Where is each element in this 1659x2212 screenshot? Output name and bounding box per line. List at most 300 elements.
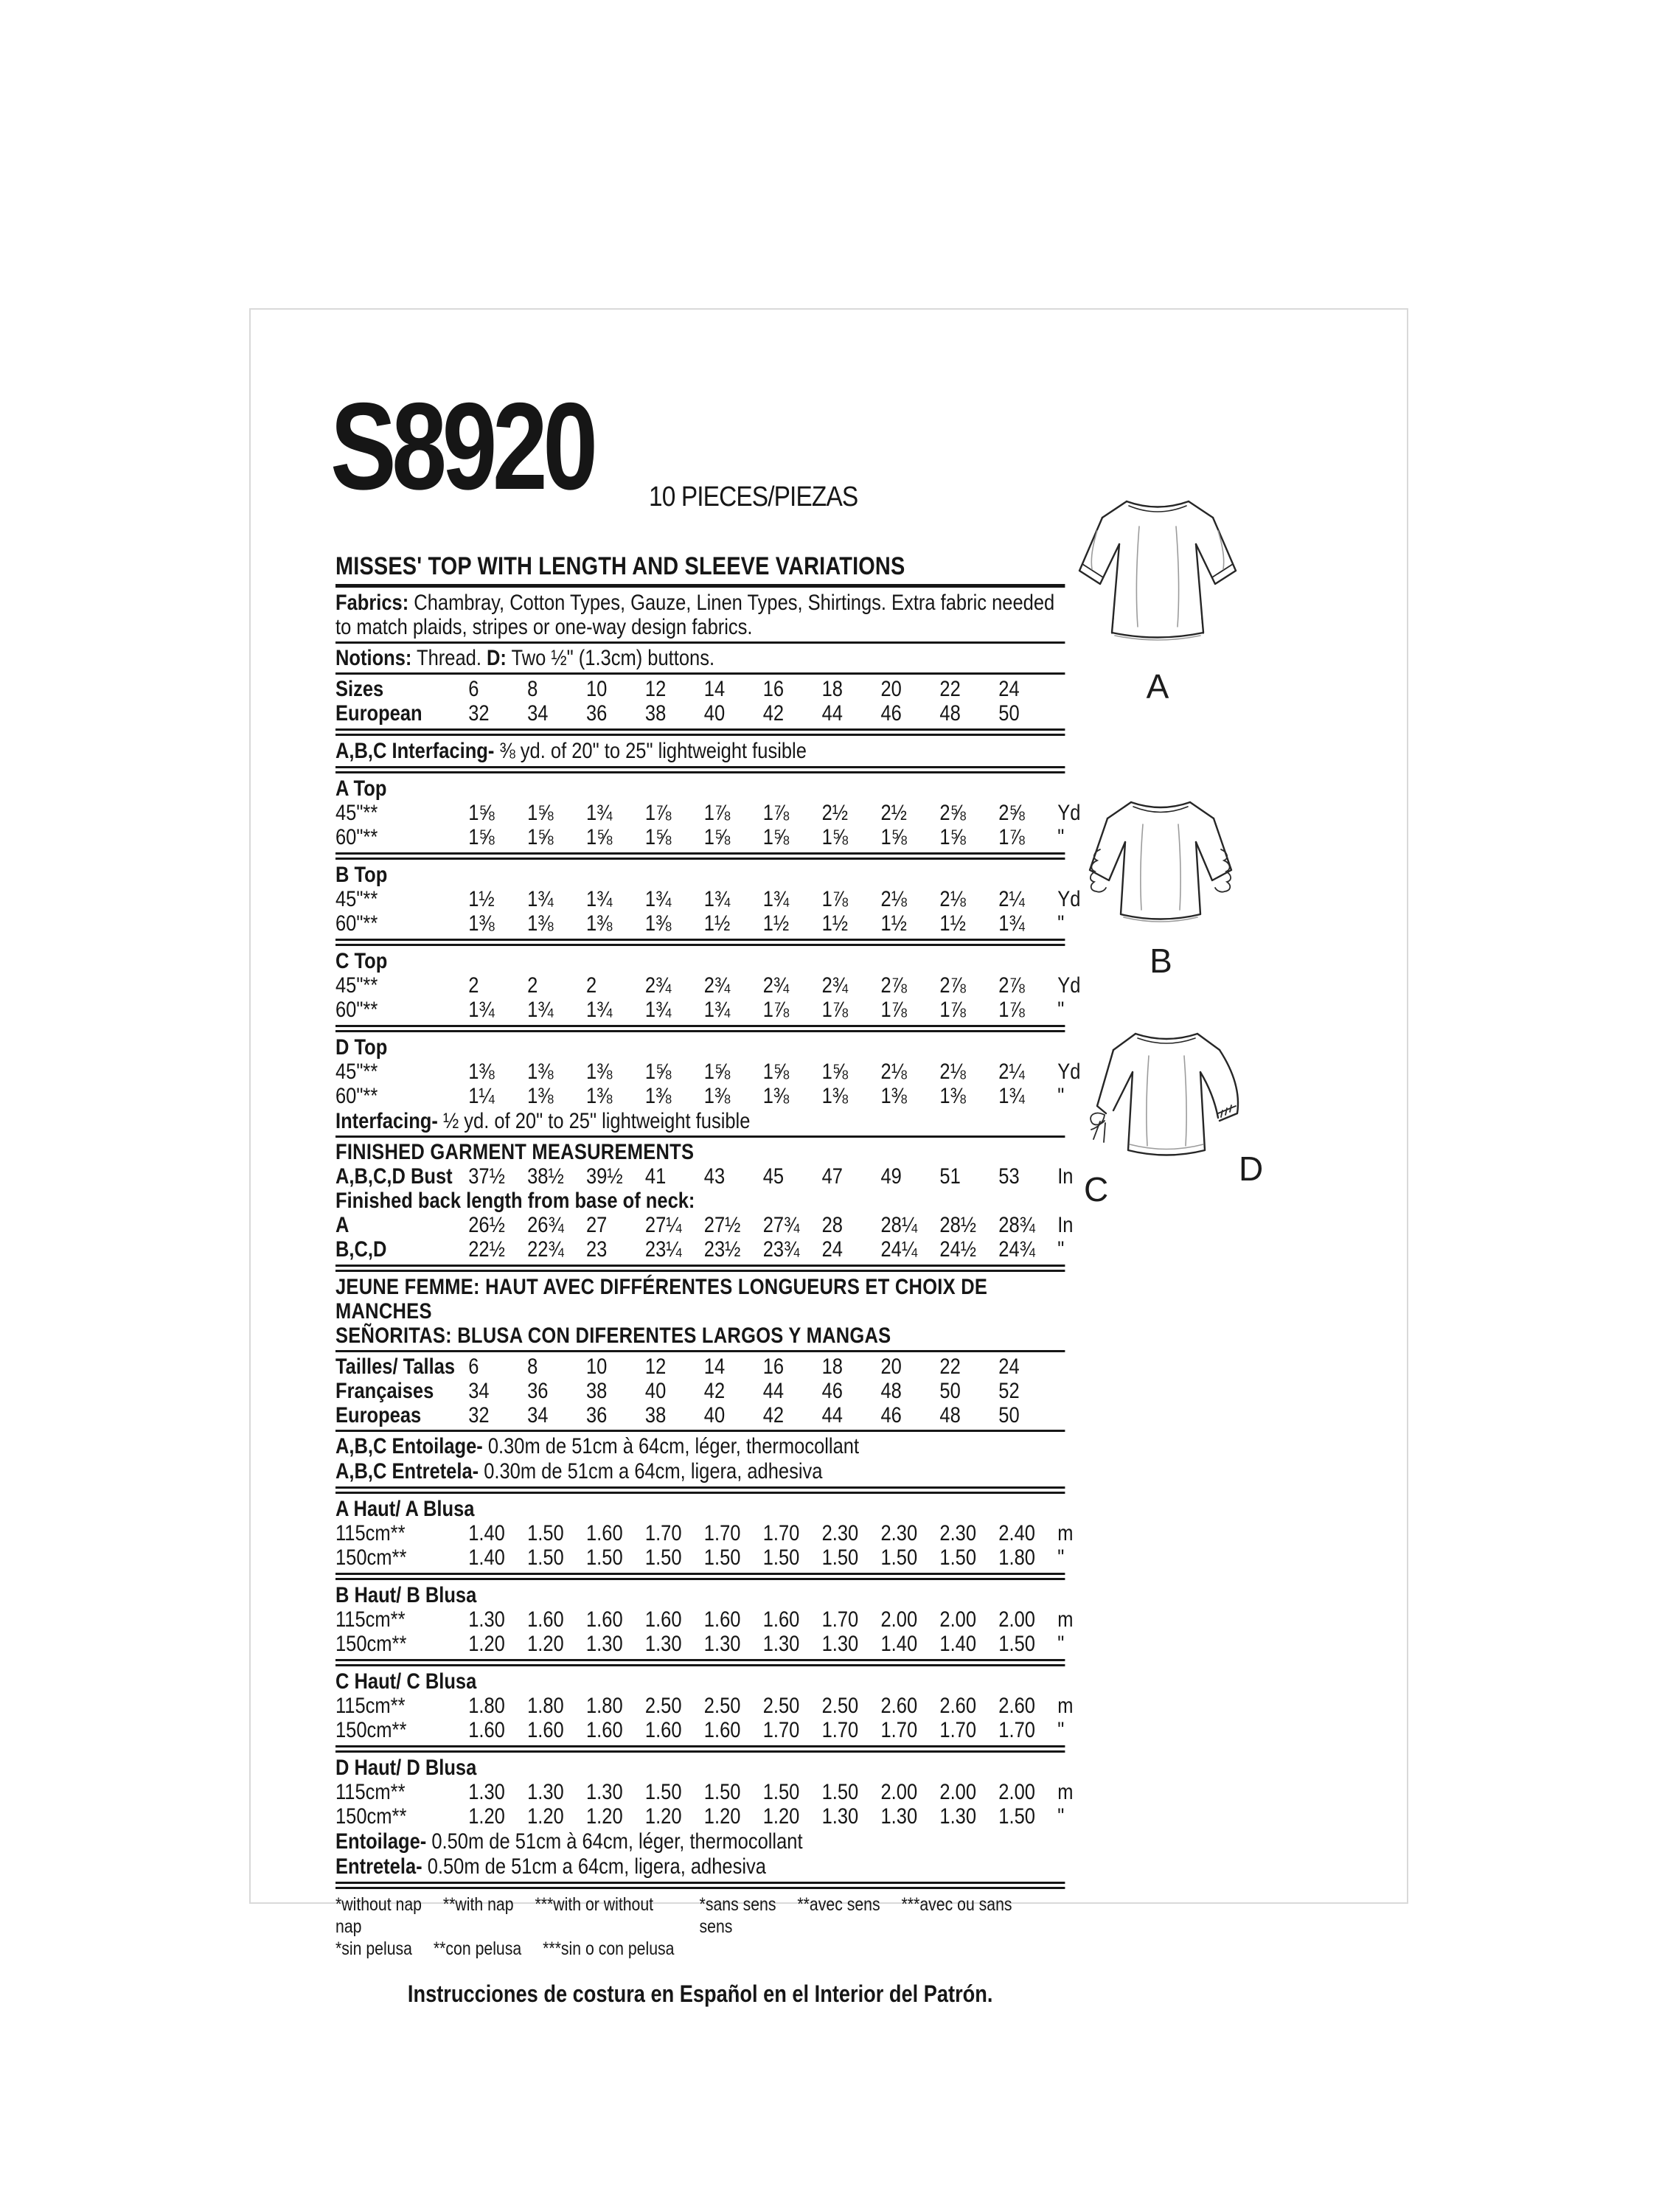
- entoilage-d-line: [335, 1829, 1065, 1854]
- cell-value: 52: [998, 1379, 1020, 1403]
- cell-value: 10: [586, 677, 608, 701]
- table-row: [335, 1780, 1074, 1804]
- cell-value: 1¾: [762, 887, 790, 911]
- cell-value: 50: [939, 1379, 961, 1403]
- cell-value: 1.50: [821, 1545, 859, 1570]
- row-label: A: [335, 1213, 349, 1237]
- cell-value: 22: [939, 677, 961, 701]
- cell-value: 2.30: [821, 1521, 859, 1545]
- interfacing-abc-text: ⅜ yd. of 20" to 25" lightweight fusible: [494, 739, 807, 763]
- cell-value: 53: [998, 1164, 1020, 1189]
- cell-value: 1.50: [880, 1545, 918, 1570]
- entoilage-abc-text: 0.30m de 51cm à 64cm, léger, thermocollant: [482, 1434, 860, 1458]
- divider: [335, 1486, 1065, 1494]
- cell-value: 1⅜: [644, 1084, 672, 1108]
- row-label: Tailles/ Tallas: [335, 1354, 456, 1379]
- cell-value: 26½: [468, 1213, 505, 1237]
- cell-value: 2½: [880, 801, 907, 825]
- cell-value: 48: [880, 1379, 902, 1403]
- unit-label: ": [1057, 825, 1065, 849]
- cell-value: 24¼: [880, 1237, 918, 1262]
- cell-value: 1½: [939, 911, 966, 936]
- table-row: [335, 825, 1065, 849]
- cell-value: 1.70: [821, 1718, 859, 1742]
- cell-value: 23¼: [644, 1237, 682, 1262]
- footnote: *without nap: [335, 1894, 422, 1915]
- cell-value: 16: [762, 1354, 785, 1379]
- cell-value: 1⅝: [527, 825, 554, 849]
- cell-value: 1.30: [880, 1804, 918, 1829]
- cell-value: 18: [821, 677, 843, 701]
- table-row-bust: [335, 1164, 1074, 1189]
- cell-value: 1.60: [586, 1718, 623, 1742]
- cell-value: 14: [703, 677, 726, 701]
- unit-label: ": [1057, 1718, 1065, 1742]
- cell-value: 1.20: [527, 1804, 564, 1829]
- cell-value: 1.30: [821, 1804, 859, 1829]
- cell-value: 2¼: [998, 887, 1025, 911]
- cell-value: 1¾: [586, 887, 613, 911]
- cell-value: 2¾: [762, 973, 790, 998]
- interfacing-d-line: [335, 1109, 1065, 1133]
- unit-label: ": [1057, 1237, 1065, 1262]
- interfacing-d-text: ½ yd. of 20" to 25" lightweight fusible: [437, 1109, 751, 1133]
- cell-value: 1.30: [586, 1780, 623, 1804]
- cell-value: 1½: [821, 911, 849, 936]
- cell-value: 1.50: [762, 1780, 800, 1804]
- row-label: 115cm**: [335, 1607, 406, 1632]
- table-row-francaises: [335, 1379, 1065, 1403]
- unit-label: ": [1057, 1632, 1065, 1656]
- cell-value: 1⅞: [880, 998, 907, 1022]
- cell-value: 44: [762, 1379, 785, 1403]
- entretela-d-line: [335, 1854, 1065, 1879]
- cell-value: 1.60: [527, 1718, 564, 1742]
- cell-value: 8: [527, 1354, 538, 1379]
- cell-value: 34: [468, 1379, 490, 1403]
- divider: [335, 1573, 1065, 1580]
- unit-label: ": [1057, 1545, 1065, 1570]
- cell-value: 1.30: [703, 1632, 741, 1656]
- cell-value: 1.40: [468, 1521, 505, 1545]
- pattern-number: S8920: [330, 377, 594, 515]
- cell-value: 1⅝: [644, 1060, 672, 1084]
- cell-value: 1⅞: [939, 998, 966, 1022]
- cell-value: 38: [586, 1379, 608, 1403]
- table-row-back-length-a: [335, 1213, 1074, 1237]
- cell-value: 36: [586, 1403, 608, 1427]
- cell-value: 1⅝: [762, 825, 790, 849]
- cell-value: 1¾: [703, 887, 731, 911]
- cell-value: 2: [468, 973, 479, 998]
- cell-value: 2⅛: [939, 887, 966, 911]
- cell-value: 1⅞: [998, 998, 1025, 1022]
- cell-value: 1.40: [880, 1632, 918, 1656]
- cell-value: 42: [703, 1379, 726, 1403]
- unit-label: m: [1057, 1607, 1074, 1632]
- cell-value: 1.20: [762, 1804, 800, 1829]
- back-length-label: Finished back length from base of neck:: [335, 1189, 695, 1213]
- cell-value: 1.30: [468, 1780, 505, 1804]
- garment-a-illustration: [1069, 488, 1246, 665]
- cell-value: 20: [880, 1354, 902, 1379]
- cell-value: 12: [644, 677, 667, 701]
- cell-value: 2⅝: [939, 801, 966, 825]
- cell-value: 1¾: [644, 887, 672, 911]
- row-label: 45"**: [335, 801, 378, 825]
- cell-value: 1⅞: [821, 998, 849, 1022]
- cell-value: 1½: [468, 887, 495, 911]
- cell-value: 40: [644, 1379, 667, 1403]
- cell-value: 1.50: [998, 1632, 1035, 1656]
- figure-top-c-d: [1071, 1023, 1270, 1208]
- row-label: 45"**: [335, 1060, 378, 1084]
- figure-label-c: C: [1084, 1170, 1109, 1208]
- cell-value: 1.80: [468, 1694, 505, 1718]
- divider: [335, 852, 1065, 860]
- fabrics-text: Chambray, Cotton Types, Gauze, Linen Types, Shirtings. Extra fabric needed to match plaids, stripes or one-way design fabrics.: [335, 591, 1055, 639]
- cell-value: 1⅝: [703, 1060, 731, 1084]
- cell-value: 1.60: [644, 1607, 682, 1632]
- entoilage-d-label: Entoilage-: [335, 1829, 427, 1854]
- cell-value: 22½: [468, 1237, 505, 1262]
- unit-label: Yd: [1057, 887, 1081, 911]
- divider: [335, 672, 1065, 675]
- unit-label: ": [1057, 1084, 1065, 1108]
- unit-label: m: [1057, 1521, 1074, 1545]
- cell-value: 1⅜: [586, 911, 613, 936]
- cell-value: 23½: [703, 1237, 741, 1262]
- cell-value: 1.70: [644, 1521, 682, 1545]
- row-label: 150cm**: [335, 1632, 407, 1656]
- cell-value: 2.30: [880, 1521, 918, 1545]
- cell-value: 26¾: [527, 1213, 564, 1237]
- cell-value: 27½: [703, 1213, 741, 1237]
- divider: [335, 1265, 1065, 1272]
- divider: [335, 1430, 1065, 1432]
- cell-value: 1.30: [527, 1780, 564, 1804]
- cell-value: 1⅜: [586, 1060, 613, 1084]
- cell-value: 38: [644, 701, 667, 726]
- cell-value: 1.30: [586, 1632, 623, 1656]
- entretela-d-text: 0.50m de 51cm a 64cm, ligera, adhesiva: [422, 1854, 766, 1879]
- cell-value: 1.20: [586, 1804, 623, 1829]
- cell-value: 1⅝: [586, 825, 613, 849]
- cell-value: 1.60: [703, 1718, 741, 1742]
- cell-value: 43: [703, 1164, 726, 1189]
- footnotes-row-2: [335, 1938, 1065, 1960]
- table-row: [335, 911, 1065, 936]
- cell-value: 1.50: [703, 1780, 741, 1804]
- row-label: 150cm**: [335, 1804, 407, 1829]
- cell-value: 1.20: [644, 1804, 682, 1829]
- cell-value: 1½: [703, 911, 731, 936]
- cell-value: 44: [821, 701, 843, 726]
- cell-value: 38: [644, 1403, 667, 1427]
- row-label: 115cm**: [335, 1521, 406, 1545]
- divider: [335, 1135, 1065, 1138]
- cell-value: 1.50: [939, 1545, 977, 1570]
- cell-value: 37½: [468, 1164, 505, 1189]
- cell-value: 2.00: [998, 1780, 1035, 1804]
- cell-value: 1⅝: [880, 825, 907, 849]
- cell-value: 28½: [939, 1213, 977, 1237]
- fabrics-label: Fabrics:: [335, 591, 409, 615]
- cell-value: 1⅜: [762, 1084, 790, 1108]
- cell-value: 1.40: [939, 1632, 977, 1656]
- cell-value: 1⅜: [468, 911, 495, 936]
- cell-value: 51: [939, 1164, 961, 1189]
- table-row-sizes: [335, 677, 1065, 701]
- cell-value: 2.50: [762, 1694, 800, 1718]
- entretela-abc-text: 0.30m de 51cm a 64cm, ligera, adhesiva: [479, 1459, 823, 1484]
- cell-value: 1⅝: [939, 825, 966, 849]
- cell-value: 10: [586, 1354, 608, 1379]
- section-header-b-top: B Top: [335, 863, 388, 887]
- cell-value: 1⅜: [880, 1084, 907, 1108]
- footnote: *sin pelusa: [335, 1938, 412, 1959]
- cell-value: 1⅜: [527, 1084, 554, 1108]
- cell-value: 2⅝: [998, 801, 1025, 825]
- cell-value: 22: [939, 1354, 961, 1379]
- unit-label: m: [1057, 1694, 1074, 1718]
- row-label: 60"**: [335, 1084, 378, 1108]
- footnotes-french: [700, 1893, 1065, 1938]
- cell-value: 41: [644, 1164, 667, 1189]
- cell-value: 20: [880, 677, 902, 701]
- cell-value: 1⅞: [762, 998, 790, 1022]
- figure-label-d: D: [1239, 1150, 1264, 1188]
- cell-value: 1.30: [762, 1632, 800, 1656]
- cell-value: 1.20: [468, 1804, 505, 1829]
- entoilage-abc-label: A,B,C Entoilage-: [335, 1434, 483, 1458]
- cell-value: 27¾: [762, 1213, 800, 1237]
- cell-value: 24: [998, 677, 1020, 701]
- cell-value: 2¾: [703, 973, 731, 998]
- unit-label: In: [1057, 1213, 1074, 1237]
- page-title: MISSES' TOP WITH LENGTH AND SLEEVE VARIATIONS: [335, 552, 905, 580]
- cell-value: 2.50: [644, 1694, 682, 1718]
- cell-value: 1.60: [468, 1718, 505, 1742]
- cell-value: 1⅝: [468, 825, 495, 849]
- table-row-european: [335, 701, 1065, 726]
- cell-value: 1⅝: [527, 801, 554, 825]
- cell-value: 1⅞: [762, 801, 790, 825]
- cell-value: 1.70: [762, 1718, 800, 1742]
- cell-value: 46: [821, 1379, 843, 1403]
- interfacing-d-label: Interfacing-: [335, 1109, 438, 1133]
- divider: [335, 1350, 1065, 1352]
- unit-label: ": [1057, 998, 1065, 1022]
- divider: [335, 939, 1065, 946]
- cell-value: 1⅜: [939, 1084, 966, 1108]
- cell-value: 1.30: [644, 1632, 682, 1656]
- cell-value: 28: [821, 1213, 843, 1237]
- cell-value: 23: [586, 1237, 608, 1262]
- divider: [335, 1882, 1065, 1889]
- cell-value: 42: [762, 701, 785, 726]
- divider: [335, 1745, 1065, 1753]
- cell-value: 50: [998, 701, 1020, 726]
- interfacing-abc-line: [335, 739, 1065, 763]
- table-row: [335, 1804, 1065, 1829]
- divider: [335, 1025, 1065, 1032]
- table-row: [335, 1545, 1065, 1570]
- cell-value: 2.60: [998, 1694, 1035, 1718]
- cell-value: 2⅞: [939, 973, 966, 998]
- cell-value: 2⅛: [880, 887, 907, 911]
- cell-value: 1.50: [644, 1780, 682, 1804]
- cell-value: 1.20: [527, 1632, 564, 1656]
- content-column: [335, 552, 1081, 2007]
- table-row-europeas: [335, 1403, 1065, 1427]
- cell-value: 2.50: [821, 1694, 859, 1718]
- cell-value: 1.60: [644, 1718, 682, 1742]
- cell-value: 36: [527, 1379, 549, 1403]
- cell-value: 2⅞: [880, 973, 907, 998]
- cell-value: 1⅜: [468, 1060, 495, 1084]
- divider: [335, 641, 1065, 644]
- cell-value: 1⅝: [644, 825, 672, 849]
- cell-value: 38½: [527, 1164, 564, 1189]
- cell-value: 1⅜: [527, 1060, 554, 1084]
- cell-value: 24: [998, 1354, 1020, 1379]
- cell-value: 2¾: [644, 973, 672, 998]
- cell-value: 2⅞: [998, 973, 1025, 998]
- unit-label: In: [1057, 1164, 1074, 1189]
- cell-value: 1.20: [468, 1632, 505, 1656]
- section-header-d-top: D Top: [335, 1035, 388, 1060]
- cell-value: 2.00: [880, 1780, 918, 1804]
- section-header-a-top: A Top: [335, 776, 387, 801]
- cell-value: 1.80: [586, 1694, 623, 1718]
- cell-value: 1¼: [468, 1084, 495, 1108]
- cell-value: 1⅝: [703, 825, 731, 849]
- footnote: **avec sens: [797, 1894, 880, 1915]
- cell-value: 1⅜: [586, 1084, 613, 1108]
- cell-value: 2¼: [998, 1060, 1025, 1084]
- cell-value: 2.40: [998, 1521, 1035, 1545]
- cell-value: 32: [468, 1403, 490, 1427]
- cell-value: 1½: [880, 911, 907, 936]
- cell-value: 24¾: [998, 1237, 1035, 1262]
- cell-value: 16: [762, 677, 785, 701]
- row-label: 60"**: [335, 825, 378, 849]
- cell-value: 1.50: [762, 1545, 800, 1570]
- cell-value: 48: [939, 701, 961, 726]
- divider: [335, 728, 1065, 736]
- cell-value: 1.60: [762, 1607, 800, 1632]
- row-label: 60"**: [335, 911, 378, 936]
- cell-value: 40: [703, 701, 726, 726]
- cell-value: 1⅝: [762, 1060, 790, 1084]
- cell-value: 1⅞: [703, 801, 731, 825]
- cell-value: 28¾: [998, 1213, 1035, 1237]
- cell-value: 2.50: [703, 1694, 741, 1718]
- cell-value: 1⅜: [821, 1084, 849, 1108]
- section-header-d-haut: D Haut/ D Blusa: [335, 1756, 477, 1780]
- footnote: ***sin o con pelusa: [543, 1938, 675, 1959]
- cell-value: 27: [586, 1213, 608, 1237]
- cell-value: 1¾: [998, 1084, 1025, 1108]
- cell-value: 28¼: [880, 1213, 918, 1237]
- cell-value: 1.50: [703, 1545, 741, 1570]
- row-label: 115cm**: [335, 1780, 406, 1804]
- cell-value: 32: [468, 701, 490, 726]
- section-header-a-haut: A Haut/ A Blusa: [335, 1497, 475, 1521]
- cell-value: 1⅞: [644, 801, 672, 825]
- cell-value: 36: [586, 701, 608, 726]
- cell-value: 42: [762, 1403, 785, 1427]
- cell-value: 2: [586, 973, 597, 998]
- cell-value: 2.00: [880, 1607, 918, 1632]
- cell-value: 39½: [586, 1164, 623, 1189]
- entoilage-d-text: 0.50m de 51cm à 64cm, léger, thermocollant: [426, 1829, 803, 1854]
- footnote: ***with or without nap: [335, 1894, 654, 1937]
- french-title: JEUNE FEMME: HAUT AVEC DIFFÉRENTES LONGUEURS ET CHOIX DE MANCHES: [335, 1275, 988, 1324]
- cell-value: 2.60: [939, 1694, 977, 1718]
- row-label: 150cm**: [335, 1718, 407, 1742]
- unit-label: Yd: [1057, 973, 1081, 998]
- pieces-count: 10 PIECES/PIEZAS: [649, 481, 858, 512]
- footnote: **with nap: [442, 1894, 514, 1915]
- footnote: ***avec ou sans sens: [699, 1894, 1012, 1937]
- notions-buttons-text: Two ½" (1.3cm) buttons.: [506, 646, 715, 670]
- cell-value: 1⅝: [821, 1060, 849, 1084]
- cell-value: 1¾: [644, 998, 672, 1022]
- cell-value: 34: [527, 701, 549, 726]
- cell-value: 1⅞: [998, 825, 1025, 849]
- cell-value: 22¾: [527, 1237, 564, 1262]
- cell-value: 24: [821, 1237, 843, 1262]
- cell-value: 2.60: [880, 1694, 918, 1718]
- cell-value: 1.70: [939, 1718, 977, 1742]
- entoilage-abc-line: [335, 1434, 1065, 1458]
- row-label: 45"**: [335, 887, 378, 911]
- figure-top-b: [1078, 790, 1244, 990]
- cell-value: 1.70: [762, 1521, 800, 1545]
- cell-value: 24½: [939, 1237, 977, 1262]
- unit-label: Yd: [1057, 1060, 1081, 1084]
- cell-value: 1¾: [527, 887, 554, 911]
- cell-value: 1.30: [821, 1632, 859, 1656]
- row-label: 150cm**: [335, 1545, 407, 1570]
- fabrics-paragraph: [335, 591, 1065, 639]
- cell-value: 48: [939, 1403, 961, 1427]
- cell-value: 1¾: [527, 998, 554, 1022]
- cell-value: 27¼: [644, 1213, 682, 1237]
- cell-value: 2½: [821, 801, 849, 825]
- cell-value: 2.30: [939, 1521, 977, 1545]
- cell-value: 1.70: [703, 1521, 741, 1545]
- cell-value: 1½: [762, 911, 790, 936]
- cell-value: 6: [468, 1354, 479, 1379]
- cell-value: 1.50: [586, 1545, 623, 1570]
- divider: [335, 584, 1065, 588]
- cell-value: 1.70: [880, 1718, 918, 1742]
- cell-value: 1¾: [468, 998, 495, 1022]
- cell-value: 44: [821, 1403, 843, 1427]
- table-row: [335, 1607, 1074, 1632]
- table-row: [335, 1718, 1065, 1742]
- cell-value: 2.00: [939, 1780, 977, 1804]
- row-label: A,B,C,D Bust: [335, 1164, 453, 1189]
- cell-value: 14: [703, 1354, 726, 1379]
- table-row: [335, 801, 1081, 825]
- figure-label-b: B: [1150, 942, 1172, 980]
- table-row: [335, 1632, 1065, 1656]
- section-header-c-top: C Top: [335, 949, 388, 973]
